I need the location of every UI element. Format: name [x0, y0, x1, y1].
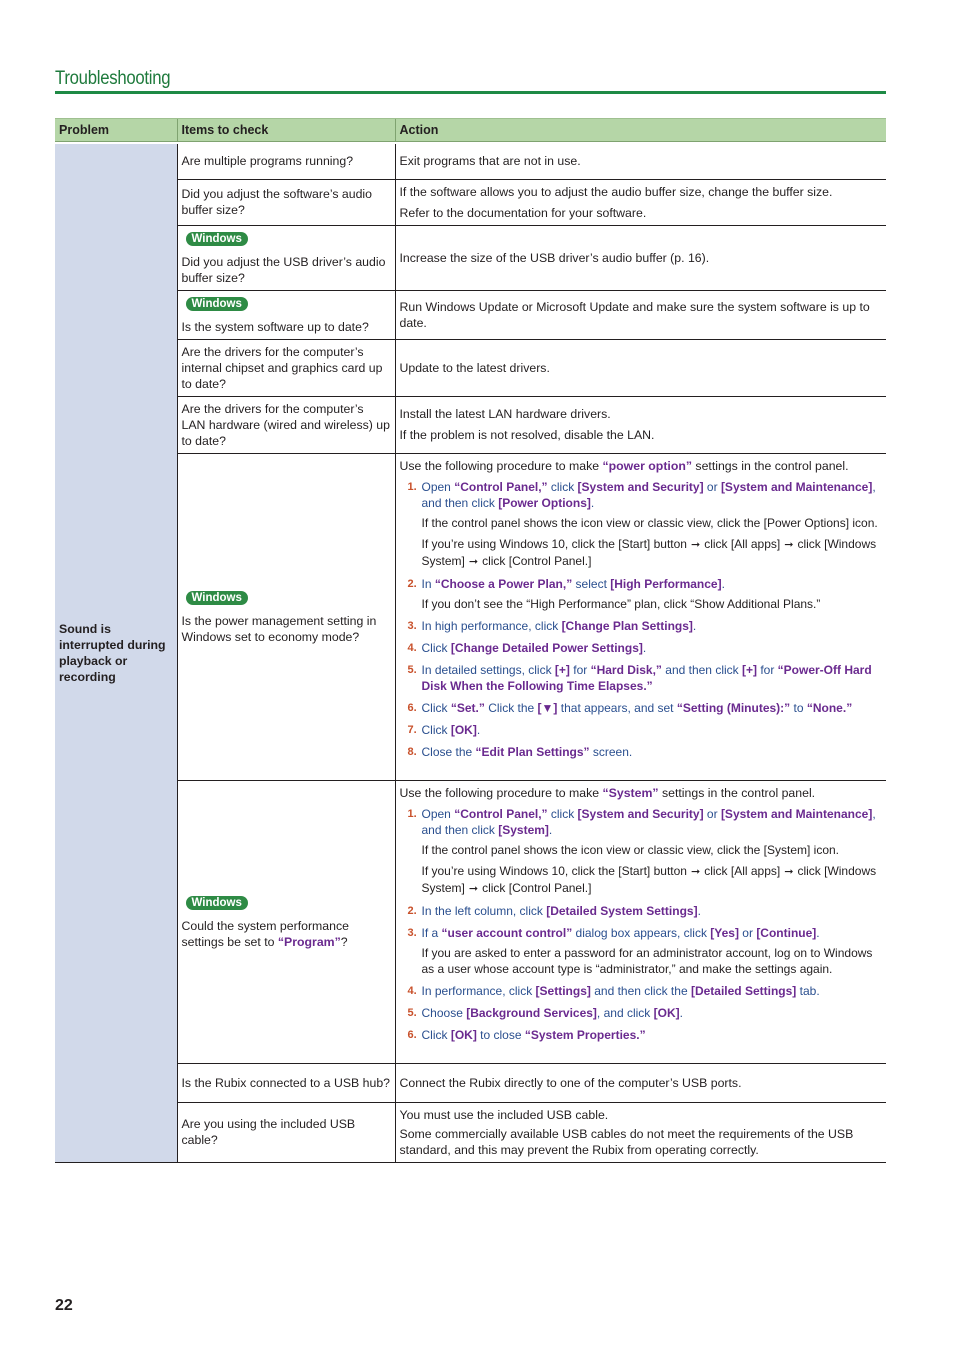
windows-badge: Windows [186, 232, 248, 246]
windows-badge: Windows [186, 896, 248, 910]
check-text: Did you adjust the USB driver’s audio buffer size? [181, 254, 386, 285]
column-header-items-to-check: Items to check [177, 119, 395, 142]
check-cell: Is the Rubix connected to a USB hub? [177, 1063, 395, 1102]
procedure-steps [400, 479, 883, 760]
procedure-step: 2. In the left column, click [Detailed System Settings]. [407, 903, 701, 918]
check-cell: Are you using the included USB cable? [177, 1102, 395, 1162]
action-text: Some commercially available USB cables do not meet the requirements of the USB standard, and this may prevent the Rubix from operating correctly. [399, 1126, 854, 1157]
action-text: If the software allows you to adjust the audio buffer size, change the buffer size. [399, 184, 833, 199]
action-cell: Update to the latest drivers. [395, 339, 886, 396]
check-cell: Are the drivers for the computer’s internal chipset and graphics card up to date? [177, 339, 395, 396]
windows-badge: Windows [186, 591, 248, 605]
page-title: Troubleshooting [55, 68, 171, 89]
procedure-intro: Use the following procedure to make “power option” settings in the control panel. [399, 458, 849, 473]
action-cell: Run Windows Update or Microsoft Update and make sure the system software is up to date. [395, 290, 886, 339]
action-cell [395, 179, 886, 225]
action-cell [395, 453, 886, 780]
column-header-problem: Problem [55, 119, 177, 142]
arrow-right-icon: ➞ [690, 865, 701, 878]
procedure-step: 8. Close the “Edit Plan Settings” screen. [407, 744, 633, 759]
column-header-action: Action [395, 119, 886, 142]
windows-badge: Windows [186, 297, 248, 311]
table-row [55, 780, 886, 1063]
table-row [55, 396, 886, 453]
action-text: If the problem is not resolved, disable the LAN. [399, 428, 655, 442]
arrow-right-icon: ➞ [690, 538, 701, 551]
action-cell: Increase the size of the USB driver’s audio buffer (p. 16). [395, 225, 886, 290]
procedure-step: 5. Choose [Background Services], and click [OK]. [407, 1005, 683, 1020]
troubleshooting-table [55, 118, 886, 1163]
procedure-step: 4. Click [Change Detailed Power Settings]. [407, 640, 647, 655]
check-cell: Did you adjust the software’s audio buffer size? [177, 179, 395, 225]
step-note: If you don’t see the “High Performance” plan, click “Show Additional Plans.” [421, 596, 821, 611]
check-cell: Are the drivers for the computer’s LAN hardware (wired and wireless) up to date? [177, 396, 395, 453]
action-text: Install the latest LAN hardware drivers. [399, 407, 611, 421]
check-cell: Are multiple programs running? [177, 144, 395, 179]
step-note: If you’re using Windows 10, click the [Start] button ➞ click [All apps] ➞ click [Windows System] ➞ click [Control Panel.] [421, 536, 877, 568]
arrow-right-icon: ➞ [784, 538, 794, 551]
table-row [55, 144, 886, 179]
check-text: Is the system software up to date? [181, 319, 369, 334]
action-text: Refer to the documentation for your software. [399, 205, 647, 220]
arrow-right-icon: ➞ [468, 882, 479, 895]
procedure-step: 6. Click [OK] to close “System Properties.” [407, 1027, 646, 1042]
arrow-right-icon: ➞ [468, 555, 479, 568]
table-row [55, 453, 886, 780]
check-text: Is the power management setting in Windows set to economy mode? [181, 613, 377, 644]
step-note: If you are asked to enter a password for an administrator account, log on to Windows as a user whose account type is “administrator,” and make the settings again. [421, 945, 873, 976]
page-number: 22 [55, 1297, 73, 1314]
procedure-step: 1. Open “Control Panel,” click [System and Security] or [System and Maintenance], and then click [Power Options]. If the control panel shows the icon view or classic view, click the [Power Options] icon. If you’re using Windows 10, click the [Start] button ➞ click [All apps] ➞ click [Windows System] ➞ click [Control Panel.] [400, 479, 883, 570]
procedure-step: 2. In “Choose a Power Plan,” select [High Performance]. If you don’t see the “High Performance” plan, click “Show Additional Plans.” [400, 576, 883, 612]
procedure-step: 5. In detailed settings, click [+] for “Hard Disk,” and then click [+] for “Power-Off Hard Disk When the Following Time Elapses.” [407, 662, 872, 693]
action-cell [395, 780, 886, 1063]
table-row [55, 1102, 886, 1162]
check-cell [177, 453, 395, 780]
step-note: If you’re using Windows 10, click the [Start] button ➞ click [All apps] ➞ click [Windows System] ➞ click [Control Panel.] [421, 863, 877, 895]
step-note: If the control panel shows the icon view or classic view, click the [System] icon. [421, 842, 840, 857]
action-cell: Exit programs that are not in use. [395, 144, 886, 179]
table-row [55, 290, 886, 339]
table-header-row [55, 119, 886, 142]
action-text: You must use the included USB cable. [399, 1107, 609, 1122]
procedure-step: 1. Open “Control Panel,” click [System and Security] or [System and Maintenance], and then click [System]. If the control panel shows the icon view or classic view, click the [System] icon. If you’re using Windows 10, click the [Start] button ➞ click [All apps] ➞ click [Windows System] ➞ click [Control Panel.] [400, 806, 883, 897]
check-cell [177, 780, 395, 1063]
procedure-step: 4. In performance, click [Settings] and then click the [Detailed Settings] tab. [407, 983, 820, 998]
procedure-step: 6. Click “Set.” Click the [▼] that appears, and set “Setting (Minutes):” to “None.” [407, 700, 853, 715]
check-cell [177, 290, 395, 339]
check-text: Could the system performance settings be set to “Program”? [181, 918, 349, 949]
check-cell [177, 225, 395, 290]
procedure-step: 7. Click [OK]. [407, 722, 481, 737]
procedure-step: 3. If a “user account control” dialog box appears, click [Yes] or [Continue]. If you are asked to enter a password for an administrator account, log on to Windows as a user whose account type is “administrator,” and make the settings again. [400, 925, 883, 977]
table-row [55, 1063, 886, 1102]
table-row [55, 179, 886, 225]
problem-cell: Sound is interrupted during playback or recording [55, 144, 177, 1162]
table-row [55, 339, 886, 396]
table-row [55, 225, 886, 290]
procedure-intro: Use the following procedure to make “System” settings in the control panel. [399, 785, 816, 800]
action-cell [395, 1102, 886, 1162]
procedure-steps [400, 806, 883, 1043]
step-note: If the control panel shows the icon view or classic view, click the [Power Options] icon. [421, 515, 878, 530]
arrow-right-icon: ➞ [784, 865, 794, 878]
procedure-step: 3. In high performance, click [Change Plan Settings]. [407, 618, 697, 633]
action-cell: Connect the Rubix directly to one of the computer’s USB ports. [395, 1063, 886, 1102]
action-cell [395, 396, 886, 453]
title-rule [55, 91, 886, 94]
